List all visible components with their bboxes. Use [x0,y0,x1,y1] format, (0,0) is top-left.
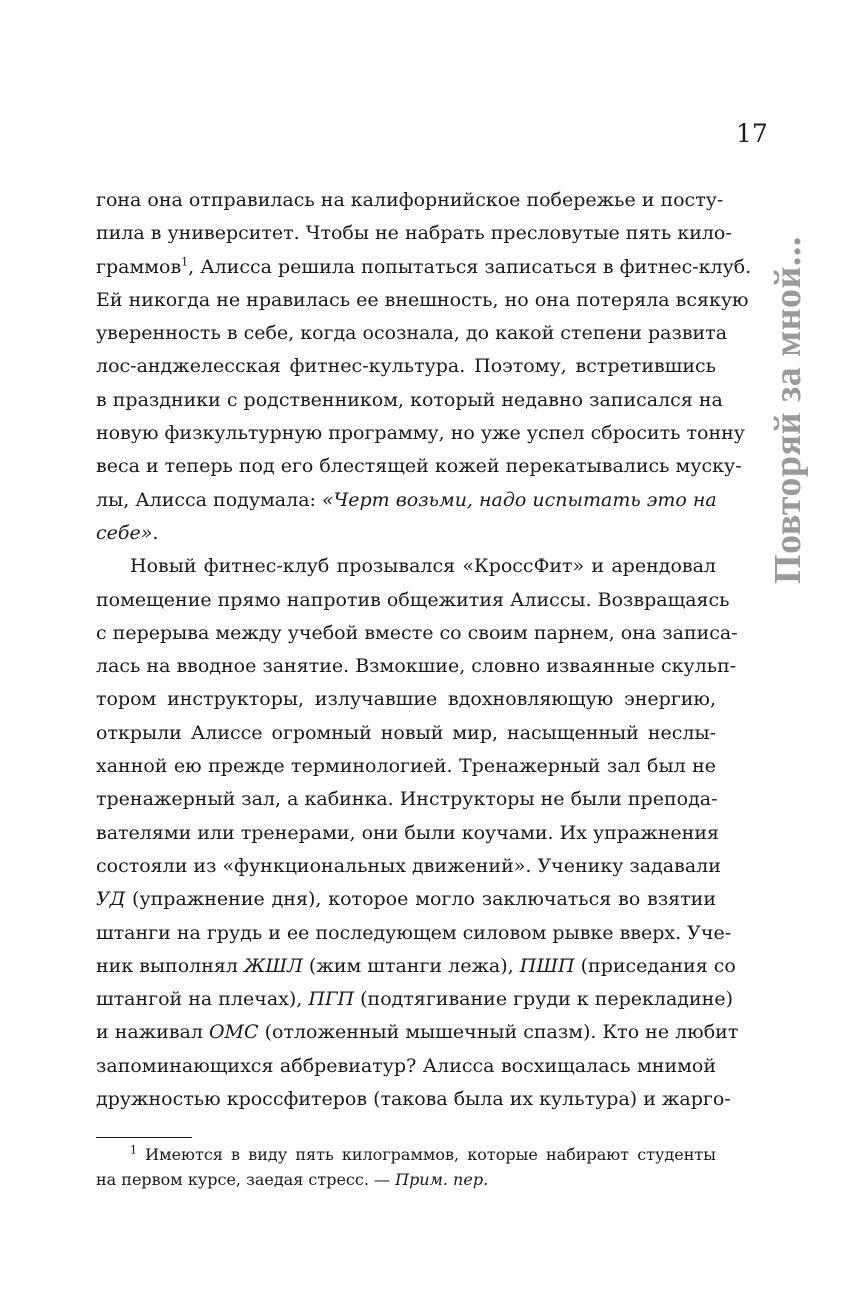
text-fragment: (подтягивание груди к перекладине) [354,988,733,1011]
italic-quote: «Черт возьми, надо испытать это на [321,488,717,511]
text-line [96,950,736,983]
text-fragment: (отложенный мышечный спазм). Кто не любит [258,1021,739,1044]
text-line: тренажерный зал, а кабинка. Инструкторы не были препода- [96,788,718,811]
text-line [96,883,716,916]
text-line: лос-анджелесская фитнес-культура. Поэтому, встретившись [96,355,716,378]
text-line: помещение прямо напротив общежития Алиссы. Возвращаясь [96,588,730,611]
text-fragment: на первом курсе, заедая стресс. — [96,1170,396,1189]
text-fragment: . [152,521,159,544]
text-line: открыли Алиссе огромный новый мир, насыщенный неслы- [96,721,716,744]
text-fragment: и наживал [96,1021,209,1044]
footnote-line [96,1167,716,1192]
text-line: ханной ею прежде терминологией. Тренажерный зал был не [96,755,716,778]
text-line: пила в университет. Чтобы не набрать пресловутые пять кило- [96,222,732,245]
text-line: гона она отправилась на калифорнийское побережье и посту- [96,189,724,211]
text-fragment: штангой на плечах), [96,988,309,1011]
text-line: тором инструкторы, излучавшие вдохновляющую энергию, [96,688,716,711]
page-number: 17 [736,119,768,148]
italic-abbreviation: ПГП [308,988,355,1011]
italic-abbreviation: ОМС [208,1021,259,1044]
text-line: вателями или тренерами, они были коучами. Их упражнения [96,821,719,844]
text-fragment: Имеются в виду пять килограммов, которые набирают студенты [137,1145,716,1164]
text-fragment: (приседания со [574,954,736,977]
text-line: штанги на грудь и ее последующем силовом рывке вверх. Уче- [96,921,732,944]
italic-abbreviation: УД [96,888,126,911]
text-line: с перерыва между учебой вместе со своим парнем, она записа- [96,621,738,644]
footnote-marker: 1 [130,1143,137,1157]
italic-note: Прим. пер [395,1170,484,1189]
text-fragment: (жим штанги лежа), [302,954,520,977]
body-text [96,184,752,1116]
text-line: запоминающихся аббревиатур? Алисса восхищалась мнимой [96,1054,716,1077]
text-line [96,251,752,284]
text-line [96,1016,739,1049]
text-fragment: , Алисса решила попытаться записаться в фитнес-клуб. [188,255,752,278]
italic-quote: себе» [96,521,153,544]
text-line [96,517,716,550]
footnote-divider [96,1137,192,1138]
text-line: дружностью кроссфитеров (такова была их культура) и жарго- [96,1088,731,1111]
text-line: в праздники с родственником, который недавно записался на [96,388,723,411]
text-line: Ей никогда не нравилась ее внешность, но она потеряла всякую [96,288,749,311]
footnote [96,1142,716,1192]
running-side-title: Повторяй за мной... [767,236,809,584]
italic-abbreviation: ПШП [519,954,575,977]
text-fragment: (упражнение дня), которое могло заключаться во взятии [125,888,716,911]
text-fragment: граммов [96,255,182,278]
italic-abbreviation: ЖШЛ [244,954,303,977]
text-line: состояли из «функциональных движений». Ученику задавали [96,854,721,877]
text-fragment: ник выполнял [96,954,244,977]
footnote-line [96,1142,716,1167]
text-fragment: . [483,1170,489,1189]
text-line: веса и теперь под его блестящей кожей перекатывались муску- [96,455,742,478]
text-line: уверенность в себе, когда осознала, до какой степени развита [96,322,728,345]
text-line: новую физкультурную программу, но уже успел сбросить тонну [96,422,745,445]
text-line [96,484,716,517]
text-line [96,983,733,1016]
text-line: Новый фитнес-клуб прозывался «КроссФит» и арендовал [130,555,716,578]
text-line: лась на вводное занятие. Взмокшие, словно изваянные скульп- [96,655,737,678]
footnote-reference[interactable]: 1 [181,255,189,269]
text-fragment: лы, Алисса подумала: [96,488,322,511]
